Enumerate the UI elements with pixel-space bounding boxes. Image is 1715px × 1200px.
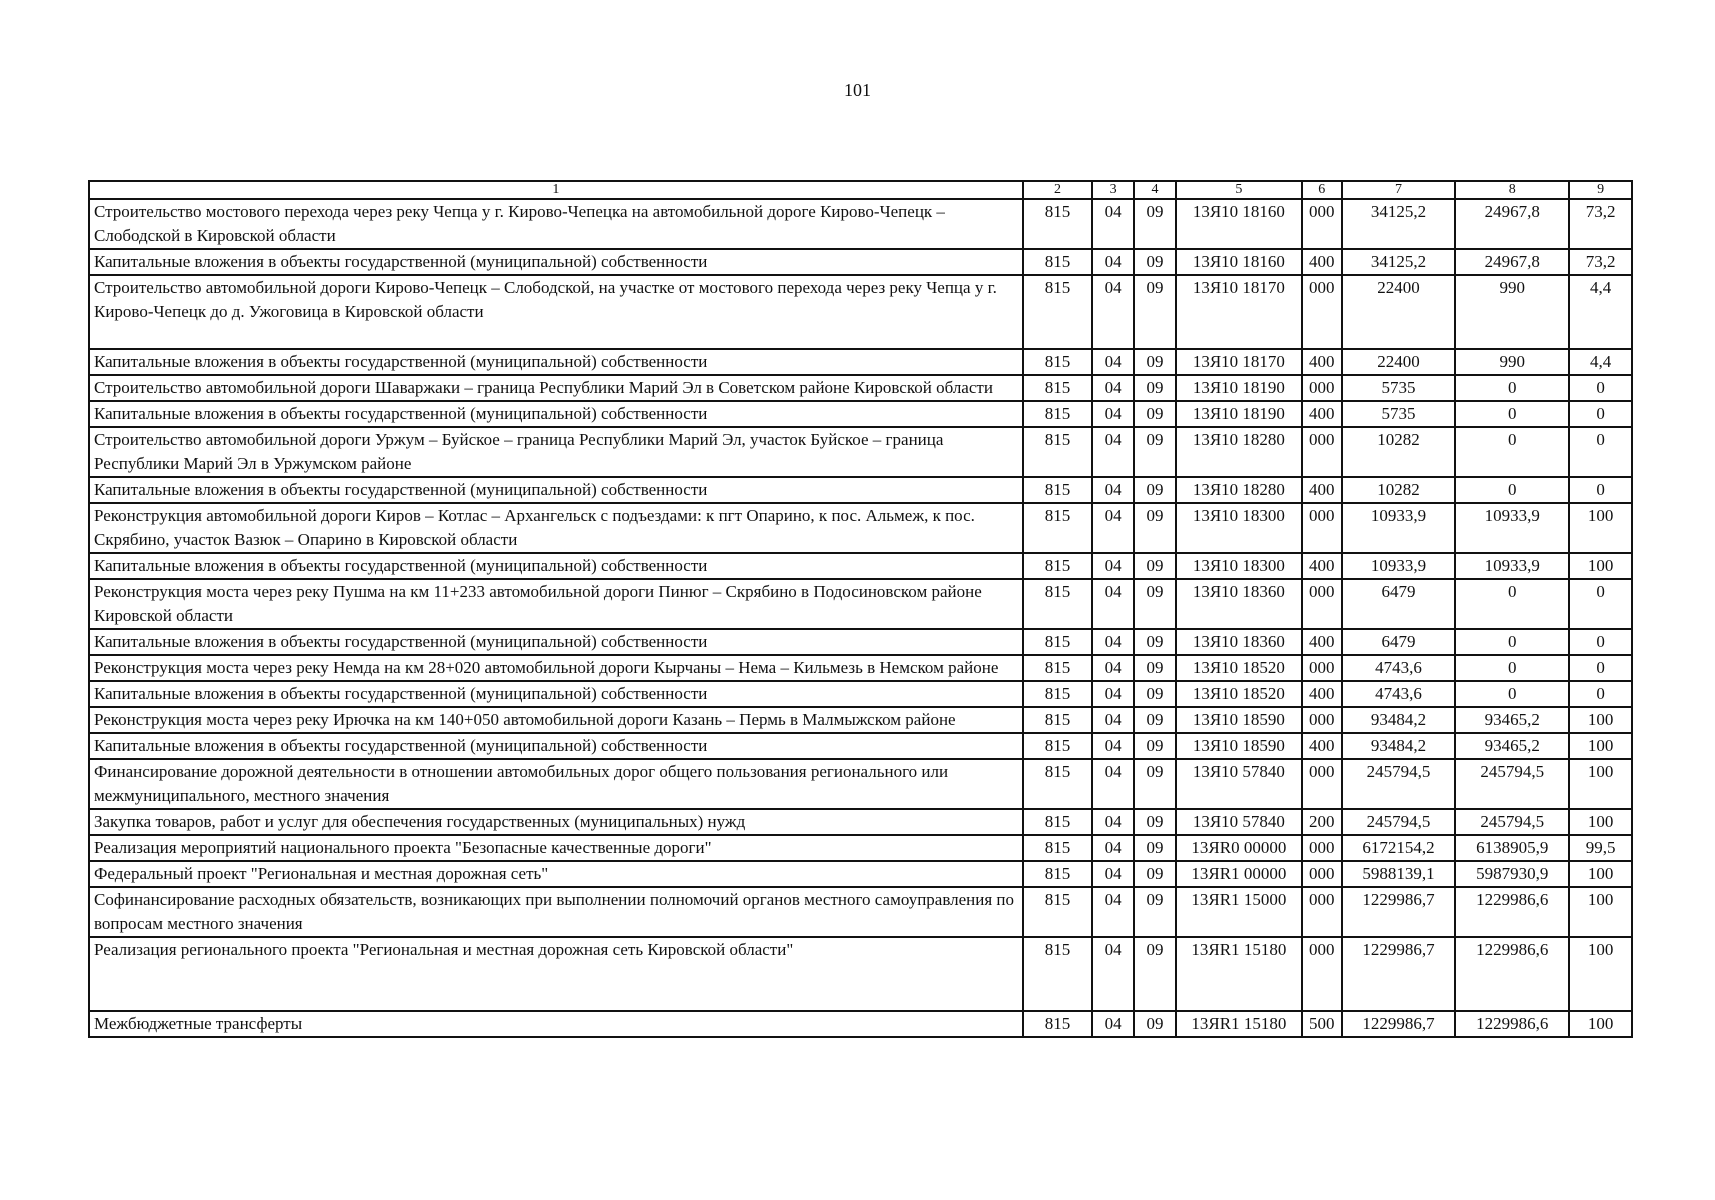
row-col6-cell: 000 <box>1302 503 1342 553</box>
row-col8-cell: 10933,9 <box>1455 503 1569 553</box>
row-col5-cell: 13Я10 18160 <box>1176 249 1301 275</box>
row-name-cell: Строительство автомобильной дороги Шаваржаки – граница Республики Марий Эл в Советском районе Кировской области <box>89 375 1023 401</box>
row-col9-cell: 0 <box>1569 401 1632 427</box>
row-col3-cell: 04 <box>1092 887 1133 937</box>
budget-table <box>88 180 1633 1038</box>
row-name-cell: Реконструкция автомобильной дороги Киров – Котлас – Архангельск с подъездами: к пгт Опарино, к пос. Альмеж, к пос. Скрябино, участок Вазюк – Опарино в Кировской области <box>89 503 1023 553</box>
row-col5-cell: 13Я10 18190 <box>1176 401 1301 427</box>
row-col8-cell: 0 <box>1455 579 1569 629</box>
row-col7-cell: 6172154,2 <box>1342 835 1455 861</box>
row-col5-cell: 13ЯR1 15180 <box>1176 937 1301 1011</box>
row-col4-cell: 09 <box>1134 375 1176 401</box>
row-col4-cell: 09 <box>1134 861 1176 887</box>
row-col5-cell: 13Я10 18520 <box>1176 655 1301 681</box>
row-col8-cell: 0 <box>1455 681 1569 707</box>
row-col4-cell: 09 <box>1134 427 1176 477</box>
row-col3-cell: 04 <box>1092 275 1133 349</box>
row-col6-cell: 400 <box>1302 553 1342 579</box>
row-col6-cell: 400 <box>1302 249 1342 275</box>
table-row <box>89 861 1632 887</box>
row-col8-cell: 5987930,9 <box>1455 861 1569 887</box>
row-col5-cell: 13Я10 18280 <box>1176 427 1301 477</box>
row-col5-cell: 13ЯR1 15000 <box>1176 887 1301 937</box>
table-row <box>89 759 1632 809</box>
row-col7-cell: 10933,9 <box>1342 553 1455 579</box>
row-col3-cell: 04 <box>1092 733 1133 759</box>
row-col3-cell: 04 <box>1092 249 1133 275</box>
row-name-cell: Софинансирование расходных обязательств, возникающих при выполнении полномочий органов местного самоуправления по вопросам местного значения <box>89 887 1023 937</box>
row-col6-cell: 000 <box>1302 861 1342 887</box>
row-col4-cell: 09 <box>1134 199 1176 249</box>
row-col6-cell: 000 <box>1302 655 1342 681</box>
row-col6-cell: 000 <box>1302 427 1342 477</box>
row-col2-cell: 815 <box>1023 937 1093 1011</box>
row-col2-cell: 815 <box>1023 401 1093 427</box>
row-col7-cell: 22400 <box>1342 349 1455 375</box>
row-col8-cell: 6138905,9 <box>1455 835 1569 861</box>
row-col7-cell: 4743,6 <box>1342 681 1455 707</box>
table-row <box>89 937 1632 1011</box>
row-col7-cell: 6479 <box>1342 629 1455 655</box>
row-col4-cell: 09 <box>1134 349 1176 375</box>
row-col2-cell: 815 <box>1023 655 1093 681</box>
row-col3-cell: 04 <box>1092 477 1133 503</box>
row-col4-cell: 09 <box>1134 655 1176 681</box>
row-col5-cell: 13ЯR1 00000 <box>1176 861 1301 887</box>
row-col5-cell: 13ЯR1 15180 <box>1176 1011 1301 1037</box>
row-col2-cell: 815 <box>1023 759 1093 809</box>
table-row <box>89 655 1632 681</box>
row-col8-cell: 0 <box>1455 655 1569 681</box>
row-col7-cell: 5735 <box>1342 375 1455 401</box>
row-col6-cell: 000 <box>1302 887 1342 937</box>
row-col2-cell: 815 <box>1023 579 1093 629</box>
table-row <box>89 427 1632 477</box>
table-row <box>89 199 1632 249</box>
row-col5-cell: 13Я10 18280 <box>1176 477 1301 503</box>
row-col9-cell: 73,2 <box>1569 199 1632 249</box>
table-row <box>89 733 1632 759</box>
row-col6-cell: 000 <box>1302 375 1342 401</box>
table-row <box>89 553 1632 579</box>
row-col2-cell: 815 <box>1023 553 1093 579</box>
table-row <box>89 579 1632 629</box>
row-col6-cell: 400 <box>1302 477 1342 503</box>
table-row <box>89 349 1632 375</box>
row-name-cell: Федеральный проект "Региональная и местная дорожная сеть" <box>89 861 1023 887</box>
row-col9-cell: 100 <box>1569 553 1632 579</box>
row-name-cell: Закупка товаров, работ и услуг для обеспечения государственных (муниципальных) нужд <box>89 809 1023 835</box>
row-col9-cell: 0 <box>1569 375 1632 401</box>
row-col3-cell: 04 <box>1092 937 1133 1011</box>
row-col5-cell: 13Я10 18300 <box>1176 503 1301 553</box>
row-name-cell: Межбюджетные трансферты <box>89 1011 1023 1037</box>
row-col2-cell: 815 <box>1023 733 1093 759</box>
row-col7-cell: 34125,2 <box>1342 199 1455 249</box>
row-name-cell: Капитальные вложения в объекты государственной (муниципальной) собственности <box>89 553 1023 579</box>
row-col9-cell: 0 <box>1569 477 1632 503</box>
column-header-4: 4 <box>1134 181 1176 199</box>
row-col4-cell: 09 <box>1134 579 1176 629</box>
row-col8-cell: 0 <box>1455 401 1569 427</box>
row-col7-cell: 5988139,1 <box>1342 861 1455 887</box>
row-col7-cell: 22400 <box>1342 275 1455 349</box>
column-header-6: 6 <box>1302 181 1342 199</box>
row-col3-cell: 04 <box>1092 579 1133 629</box>
row-col7-cell: 10282 <box>1342 477 1455 503</box>
row-col2-cell: 815 <box>1023 503 1093 553</box>
row-col5-cell: 13ЯR0 00000 <box>1176 835 1301 861</box>
row-col4-cell: 09 <box>1134 553 1176 579</box>
row-col2-cell: 815 <box>1023 349 1093 375</box>
row-col5-cell: 13Я10 18590 <box>1176 707 1301 733</box>
row-col5-cell: 13Я10 18520 <box>1176 681 1301 707</box>
row-name-cell: Капитальные вложения в объекты государственной (муниципальной) собственности <box>89 477 1023 503</box>
row-col8-cell: 0 <box>1455 477 1569 503</box>
column-number-header-row <box>89 181 1632 199</box>
row-col2-cell: 815 <box>1023 477 1093 503</box>
row-name-cell: Капитальные вложения в объекты государственной (муниципальной) собственности <box>89 249 1023 275</box>
row-col8-cell: 24967,8 <box>1455 249 1569 275</box>
row-col2-cell: 815 <box>1023 681 1093 707</box>
row-col4-cell: 09 <box>1134 249 1176 275</box>
row-col9-cell: 100 <box>1569 861 1632 887</box>
row-col3-cell: 04 <box>1092 553 1133 579</box>
row-col6-cell: 000 <box>1302 275 1342 349</box>
column-header-5: 5 <box>1176 181 1301 199</box>
row-col8-cell: 990 <box>1455 275 1569 349</box>
row-col2-cell: 815 <box>1023 1011 1093 1037</box>
row-col7-cell: 245794,5 <box>1342 759 1455 809</box>
column-header-1: 1 <box>89 181 1023 199</box>
row-col4-cell: 09 <box>1134 759 1176 809</box>
row-col6-cell: 000 <box>1302 579 1342 629</box>
row-name-cell: Финансирование дорожной деятельности в отношении автомобильных дорог общего пользования регионального или межмуниципального, местного значения <box>89 759 1023 809</box>
row-name-cell: Строительство автомобильной дороги Кирово-Чепецк – Слободской, на участке от мостового перехода через реку Чепца у г. Кирово-Чепецк до д. Ужоговица в Кировской области <box>89 275 1023 349</box>
table-row <box>89 681 1632 707</box>
row-col7-cell: 34125,2 <box>1342 249 1455 275</box>
row-col3-cell: 04 <box>1092 427 1133 477</box>
row-col6-cell: 400 <box>1302 681 1342 707</box>
table-row <box>89 835 1632 861</box>
row-col5-cell: 13Я10 18360 <box>1176 579 1301 629</box>
row-col9-cell: 0 <box>1569 427 1632 477</box>
row-col4-cell: 09 <box>1134 733 1176 759</box>
row-col8-cell: 990 <box>1455 349 1569 375</box>
row-col5-cell: 13Я10 18190 <box>1176 375 1301 401</box>
row-col4-cell: 09 <box>1134 1011 1176 1037</box>
row-col2-cell: 815 <box>1023 275 1093 349</box>
row-col9-cell: 0 <box>1569 579 1632 629</box>
row-col7-cell: 5735 <box>1342 401 1455 427</box>
row-col3-cell: 04 <box>1092 707 1133 733</box>
row-col7-cell: 4743,6 <box>1342 655 1455 681</box>
row-col8-cell: 24967,8 <box>1455 199 1569 249</box>
table-row <box>89 809 1632 835</box>
row-name-cell: Капитальные вложения в объекты государственной (муниципальной) собственности <box>89 681 1023 707</box>
row-col4-cell: 09 <box>1134 275 1176 349</box>
row-col7-cell: 1229986,7 <box>1342 1011 1455 1037</box>
row-col8-cell: 1229986,6 <box>1455 937 1569 1011</box>
row-col3-cell: 04 <box>1092 835 1133 861</box>
row-col3-cell: 04 <box>1092 655 1133 681</box>
column-header-8: 8 <box>1455 181 1569 199</box>
row-col9-cell: 99,5 <box>1569 835 1632 861</box>
row-col3-cell: 04 <box>1092 629 1133 655</box>
row-col9-cell: 0 <box>1569 681 1632 707</box>
row-col5-cell: 13Я10 57840 <box>1176 809 1301 835</box>
table-row <box>89 707 1632 733</box>
row-col2-cell: 815 <box>1023 861 1093 887</box>
table-row <box>89 503 1632 553</box>
row-col8-cell: 93465,2 <box>1455 733 1569 759</box>
row-col8-cell: 10933,9 <box>1455 553 1569 579</box>
row-col8-cell: 245794,5 <box>1455 809 1569 835</box>
row-name-cell: Реализация регионального проекта "Региональная и местная дорожная сеть Кировской области" <box>89 937 1023 1011</box>
row-col6-cell: 400 <box>1302 349 1342 375</box>
row-col7-cell: 245794,5 <box>1342 809 1455 835</box>
row-col9-cell: 4,4 <box>1569 349 1632 375</box>
row-col2-cell: 815 <box>1023 809 1093 835</box>
row-name-cell: Реализация мероприятий национального проекта "Безопасные качественные дороги" <box>89 835 1023 861</box>
row-col2-cell: 815 <box>1023 375 1093 401</box>
table-row <box>89 375 1632 401</box>
row-col9-cell: 100 <box>1569 1011 1632 1037</box>
row-name-cell: Капитальные вложения в объекты государственной (муниципальной) собственности <box>89 401 1023 427</box>
row-col4-cell: 09 <box>1134 503 1176 553</box>
row-name-cell: Реконструкция моста через реку Ирючка на км 140+050 автомобильной дороги Казань – Пермь в Малмыжском районе <box>89 707 1023 733</box>
row-col6-cell: 500 <box>1302 1011 1342 1037</box>
row-col2-cell: 815 <box>1023 707 1093 733</box>
page-number: 101 <box>844 80 871 100</box>
row-col7-cell: 1229986,7 <box>1342 887 1455 937</box>
row-col8-cell: 0 <box>1455 375 1569 401</box>
table-row <box>89 275 1632 349</box>
table-row <box>89 477 1632 503</box>
row-col9-cell: 100 <box>1569 759 1632 809</box>
row-col9-cell: 4,4 <box>1569 275 1632 349</box>
row-col9-cell: 100 <box>1569 503 1632 553</box>
row-col5-cell: 13Я10 18590 <box>1176 733 1301 759</box>
row-col4-cell: 09 <box>1134 681 1176 707</box>
row-col2-cell: 815 <box>1023 887 1093 937</box>
row-col5-cell: 13Я10 18360 <box>1176 629 1301 655</box>
row-col5-cell: 13Я10 57840 <box>1176 759 1301 809</box>
row-col9-cell: 0 <box>1569 655 1632 681</box>
row-col7-cell: 93484,2 <box>1342 707 1455 733</box>
row-col8-cell: 1229986,6 <box>1455 1011 1569 1037</box>
row-name-cell: Капитальные вложения в объекты государственной (муниципальной) собственности <box>89 629 1023 655</box>
row-col2-cell: 815 <box>1023 629 1093 655</box>
row-col7-cell: 10933,9 <box>1342 503 1455 553</box>
row-col9-cell: 100 <box>1569 733 1632 759</box>
row-col6-cell: 400 <box>1302 733 1342 759</box>
row-col3-cell: 04 <box>1092 1011 1133 1037</box>
table-row <box>89 249 1632 275</box>
row-col4-cell: 09 <box>1134 809 1176 835</box>
row-col5-cell: 13Я10 18170 <box>1176 275 1301 349</box>
row-name-cell: Капитальные вложения в объекты государственной (муниципальной) собственности <box>89 733 1023 759</box>
column-header-7: 7 <box>1342 181 1455 199</box>
row-col3-cell: 04 <box>1092 199 1133 249</box>
column-header-2: 2 <box>1023 181 1093 199</box>
row-col6-cell: 000 <box>1302 759 1342 809</box>
row-col5-cell: 13Я10 18300 <box>1176 553 1301 579</box>
row-col8-cell: 245794,5 <box>1455 759 1569 809</box>
row-col6-cell: 000 <box>1302 707 1342 733</box>
row-col6-cell: 200 <box>1302 809 1342 835</box>
row-name-cell: Реконструкция моста через реку Пушма на км 11+233 автомобильной дороги Пинюг – Скрябино в Подосиновском районе Кировской области <box>89 579 1023 629</box>
row-col4-cell: 09 <box>1134 477 1176 503</box>
row-col6-cell: 000 <box>1302 937 1342 1011</box>
row-name-cell: Капитальные вложения в объекты государственной (муниципальной) собственности <box>89 349 1023 375</box>
row-col9-cell: 100 <box>1569 887 1632 937</box>
row-col4-cell: 09 <box>1134 707 1176 733</box>
row-col2-cell: 815 <box>1023 835 1093 861</box>
row-name-cell: Строительство мостового перехода через реку Чепца у г. Кирово-Чепецка на автомобильной дороге Кирово-Чепецк – Слободской в Кировской области <box>89 199 1023 249</box>
row-col5-cell: 13Я10 18170 <box>1176 349 1301 375</box>
row-col2-cell: 815 <box>1023 427 1093 477</box>
row-col4-cell: 09 <box>1134 835 1176 861</box>
row-col8-cell: 0 <box>1455 629 1569 655</box>
row-col7-cell: 1229986,7 <box>1342 937 1455 1011</box>
table-row <box>89 887 1632 937</box>
row-col9-cell: 0 <box>1569 629 1632 655</box>
row-col5-cell: 13Я10 18160 <box>1176 199 1301 249</box>
row-col3-cell: 04 <box>1092 375 1133 401</box>
row-col7-cell: 6479 <box>1342 579 1455 629</box>
column-header-3: 3 <box>1092 181 1133 199</box>
column-header-9: 9 <box>1569 181 1632 199</box>
row-col3-cell: 04 <box>1092 809 1133 835</box>
row-col6-cell: 000 <box>1302 199 1342 249</box>
row-col7-cell: 10282 <box>1342 427 1455 477</box>
row-col9-cell: 100 <box>1569 707 1632 733</box>
row-col3-cell: 04 <box>1092 681 1133 707</box>
row-col8-cell: 0 <box>1455 427 1569 477</box>
row-col4-cell: 09 <box>1134 887 1176 937</box>
row-col3-cell: 04 <box>1092 401 1133 427</box>
row-col9-cell: 100 <box>1569 809 1632 835</box>
table-row <box>89 1011 1632 1037</box>
row-col9-cell: 73,2 <box>1569 249 1632 275</box>
row-col4-cell: 09 <box>1134 629 1176 655</box>
row-col2-cell: 815 <box>1023 199 1093 249</box>
row-col3-cell: 04 <box>1092 349 1133 375</box>
row-col6-cell: 000 <box>1302 835 1342 861</box>
row-col8-cell: 93465,2 <box>1455 707 1569 733</box>
row-col3-cell: 04 <box>1092 861 1133 887</box>
table-row <box>89 629 1632 655</box>
table-row <box>89 401 1632 427</box>
row-col7-cell: 93484,2 <box>1342 733 1455 759</box>
row-col2-cell: 815 <box>1023 249 1093 275</box>
row-col3-cell: 04 <box>1092 759 1133 809</box>
row-col6-cell: 400 <box>1302 401 1342 427</box>
table-body <box>89 199 1632 1037</box>
row-col3-cell: 04 <box>1092 503 1133 553</box>
row-name-cell: Строительство автомобильной дороги Уржум – Буйское – граница Республики Марий Эл, участок Буйское – граница Республики Марий Эл в Уржумском районе <box>89 427 1023 477</box>
row-col4-cell: 09 <box>1134 937 1176 1011</box>
row-col8-cell: 1229986,6 <box>1455 887 1569 937</box>
row-col9-cell: 100 <box>1569 937 1632 1011</box>
row-col4-cell: 09 <box>1134 401 1176 427</box>
row-col6-cell: 400 <box>1302 629 1342 655</box>
row-name-cell: Реконструкция моста через реку Немда на км 28+020 автомобильной дороги Кырчаны – Нема – Кильмезь в Немском районе <box>89 655 1023 681</box>
